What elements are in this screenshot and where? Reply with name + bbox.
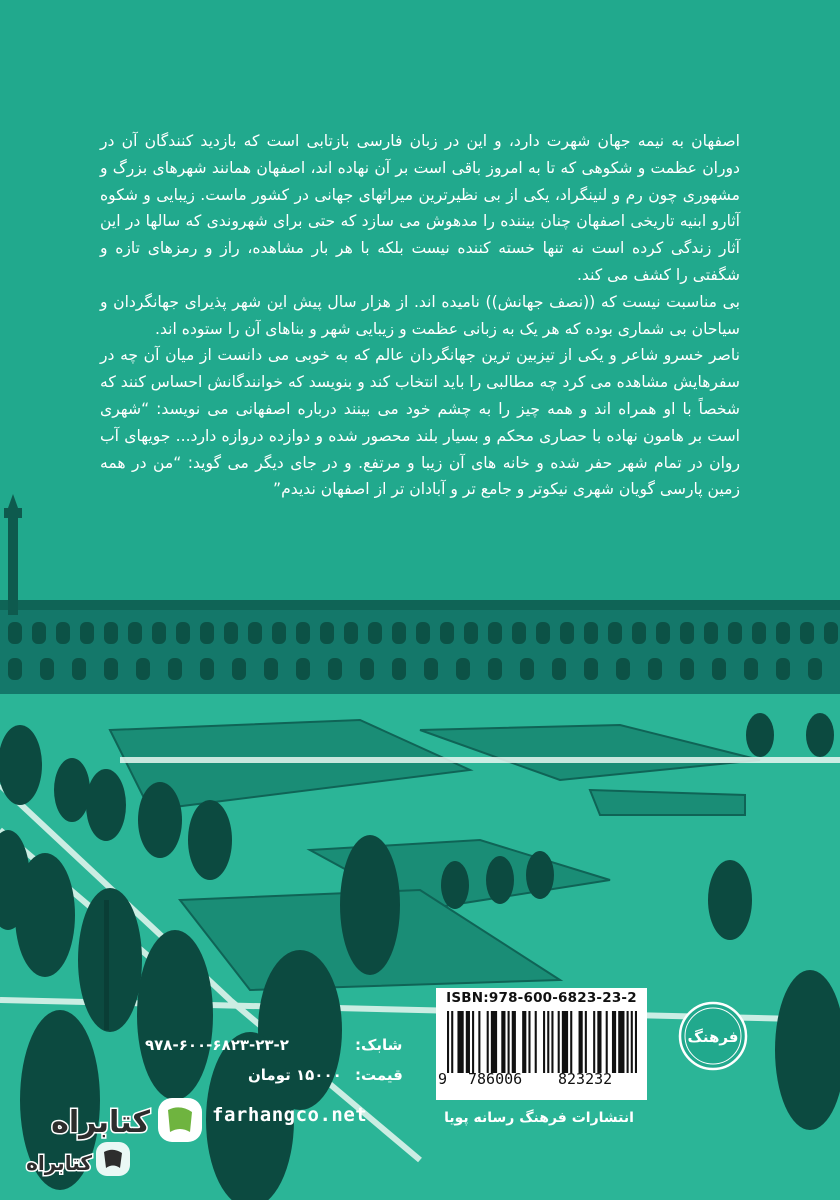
barcode-bar bbox=[570, 1011, 572, 1073]
ketabrah-watermark bbox=[0, 1090, 215, 1200]
barcode bbox=[441, 1011, 642, 1073]
barcode-bar bbox=[447, 1011, 449, 1073]
paragraph-naser-khosrow: ناصر خسرو شاعر و یکی از تیزبین ترین جهانگردان عالم که به خوبی می دانست از میان آن چه در سفرهایش مشاهده می کرد چه مطالبی را باید انتخاب کند و بنویسد که خوانندگانش احساس کنند که شخصاً با او همراه اند و همه چیز را به چشم خود می بینند درباره اصفهانی می نویسد: “شهری است بر هامون نهاده با حصاری محکم و بسیار بلند محصور شده و دوازده دروازه دارد... جویهای آب روان در تمام شهر حفر شده و خانه های آن زیبا و مرتفع. و در جای دیگر می گوید: “من در همه زمین پارسی گویان شهری نیکوتر و جامع تر و آبادان تر از اصفهان ندیدم” bbox=[100, 346, 740, 499]
barcode-bar bbox=[501, 1011, 505, 1073]
lamp-post bbox=[104, 900, 109, 1030]
barcode-bar bbox=[606, 1011, 608, 1073]
barcode-digit-prefix: 9 bbox=[438, 1070, 448, 1088]
price-label: قیمت: bbox=[355, 1066, 403, 1084]
barcode-bar bbox=[635, 1011, 637, 1073]
ketabrah-small-text: کتابراه bbox=[26, 1151, 92, 1175]
barcode-bar bbox=[491, 1011, 497, 1073]
barcode-bar bbox=[585, 1011, 587, 1073]
barcode-bar bbox=[512, 1011, 516, 1073]
barcode-bar bbox=[451, 1011, 453, 1073]
arcade-buildings bbox=[0, 600, 840, 694]
barcode-bar bbox=[627, 1011, 629, 1073]
barcode-bar bbox=[466, 1011, 470, 1073]
barcode-bar bbox=[508, 1011, 510, 1073]
barcode-bar bbox=[472, 1011, 474, 1073]
back-cover-description bbox=[100, 128, 740, 503]
barcode-bar bbox=[618, 1011, 624, 1073]
barcode-bar bbox=[543, 1011, 545, 1073]
barcode-bar bbox=[547, 1011, 549, 1073]
barcode-bar bbox=[562, 1011, 568, 1073]
barcode-bar bbox=[612, 1011, 616, 1073]
website-url: farhangco.net bbox=[212, 1104, 368, 1126]
barcode-bar bbox=[528, 1011, 530, 1073]
price-value: ۱۵۰۰۰ تومان bbox=[248, 1066, 342, 1084]
barcode-bar bbox=[487, 1011, 489, 1073]
publisher-logo-text: فرهنگ bbox=[687, 1028, 739, 1046]
barcode-digits bbox=[438, 1070, 645, 1094]
ketabrah-large-text: کتابراه bbox=[51, 1105, 150, 1140]
barcode-bar bbox=[478, 1011, 480, 1073]
barcode-digit-group-1: 786006 bbox=[468, 1070, 523, 1088]
isbn-barcode-box bbox=[436, 988, 647, 1100]
barcode-bar bbox=[535, 1011, 537, 1073]
barcode-bar bbox=[579, 1011, 583, 1073]
barcode-bar bbox=[457, 1011, 463, 1073]
barcode-bar bbox=[522, 1011, 526, 1073]
isbn-label: ISBN:978-600-6823-23-2 bbox=[446, 990, 637, 1006]
paragraph-half-world: بی مناسبت نیست که ((نصف جهانش)) نامیده اند. از هزار سال پیش این شهر پذیرای جهانگردان و سیاحان بی شماری بوده که هر یک به زبانی عظمت و زیبایی شهر و بناهای آن را ستوده اند. bbox=[100, 292, 740, 338]
paragraph-isfahan-intro: اصفهان به نیمه جهان شهرت دارد، و این در زبان فارسی بازتابی است که بازدید کنندگان آن در دوران عظمت و شکوهی که تا به امروز باقی است بر آن نهاده اند، اصفهان همانند شهرهای بزرگ و مشهوری چون رم و لنینگراد، یکی از بی نظیرترین میراثهای جهانی در کشور ماست. زیبایی و شکوه آثارو ابنیه تاریخی اصفهان چنان بیننده را مدهوش می سازد که حتی برای شهروندی که سالها در این آثار زندگی کرده است نه تنها خسته کننده نیست بلکه با هر بار مشاهده، راز و رمزهای تازه و شگفتی را کشف می کند. bbox=[100, 132, 740, 284]
barcode-bar bbox=[551, 1011, 553, 1073]
publisher-name: انتشارات فرهنگ رسانه پویا bbox=[444, 1110, 634, 1126]
barcode-bar bbox=[597, 1011, 601, 1073]
barcode-bar bbox=[593, 1011, 595, 1073]
shabak-value: ۹۷۸-۶۰۰-۶۸۲۳-۲۳-۲ bbox=[145, 1036, 289, 1054]
barcode-digit-group-2: 823232 bbox=[558, 1070, 613, 1088]
shabak-label: شابک: bbox=[355, 1036, 403, 1054]
barcode-bar bbox=[558, 1011, 560, 1073]
publisher-logo bbox=[677, 1000, 749, 1072]
barcode-bar bbox=[631, 1011, 633, 1073]
